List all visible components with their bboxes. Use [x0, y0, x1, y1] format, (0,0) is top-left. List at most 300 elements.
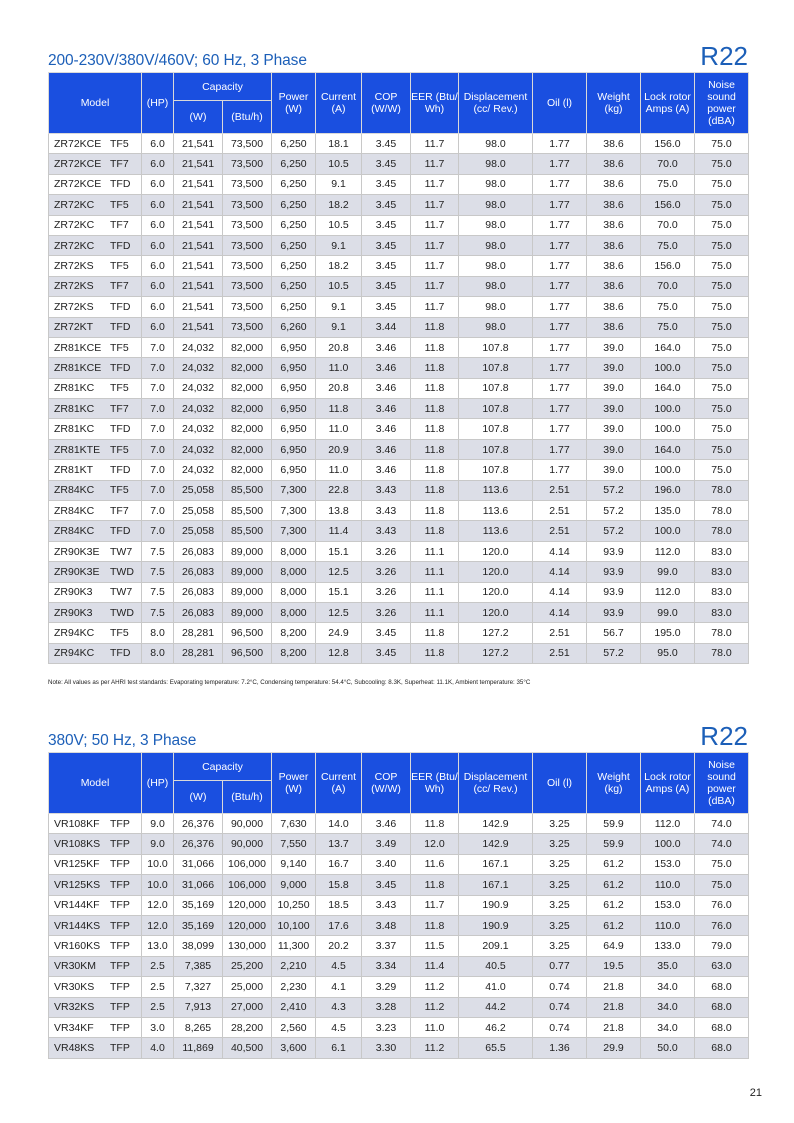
model-suffix: TF5 — [110, 260, 129, 273]
th-capacity-btu: (Btu/h) — [223, 101, 272, 134]
noise-cell: 76.0 — [695, 915, 749, 935]
cop-cell: 3.43 — [362, 480, 411, 500]
hp-cell: 6.0 — [142, 235, 174, 255]
oil-cell: 1.77 — [533, 460, 587, 480]
table-row — [49, 895, 749, 915]
cop-cell: 3.46 — [362, 378, 411, 398]
capacity-btu-cell: 85,500 — [223, 521, 272, 541]
model-cell — [49, 399, 142, 419]
hp-cell: 7.0 — [142, 419, 174, 439]
power-cell: 8,000 — [272, 562, 316, 582]
table-row — [49, 501, 749, 521]
noise-cell: 75.0 — [695, 378, 749, 398]
table-row — [49, 875, 749, 895]
eer-cell: 11.7 — [411, 256, 459, 276]
model-cell — [49, 1038, 142, 1058]
hp-cell: 4.0 — [142, 1038, 174, 1058]
eer-cell: 11.8 — [411, 399, 459, 419]
capacity-btu-cell: 73,500 — [223, 297, 272, 317]
weight-cell: 38.6 — [587, 297, 641, 317]
hp-cell: 7.0 — [142, 521, 174, 541]
noise-cell: 78.0 — [695, 480, 749, 500]
capacity-w-cell: 21,541 — [174, 235, 223, 255]
th-capacity: Capacity — [174, 753, 272, 781]
eer-cell: 11.7 — [411, 134, 459, 154]
noise-cell: 75.0 — [695, 215, 749, 235]
displacement-cell: 98.0 — [459, 195, 533, 215]
oil-cell: 3.25 — [533, 814, 587, 834]
cop-cell: 3.29 — [362, 977, 411, 997]
weight-cell: 61.2 — [587, 915, 641, 935]
noise-cell: 68.0 — [695, 1017, 749, 1037]
model-cell — [49, 358, 142, 378]
oil-cell: 2.51 — [533, 623, 587, 643]
lock-rotor-cell: 156.0 — [641, 195, 695, 215]
current-cell: 10.5 — [316, 215, 362, 235]
cop-cell: 3.45 — [362, 174, 411, 194]
model-cell — [49, 643, 142, 663]
displacement-cell: 98.0 — [459, 317, 533, 337]
oil-cell: 2.51 — [533, 501, 587, 521]
weight-cell: 38.6 — [587, 154, 641, 174]
current-cell: 4.1 — [316, 977, 362, 997]
table1 — [48, 72, 749, 664]
model-code: ZR81KC — [54, 423, 95, 436]
current-cell: 9.1 — [316, 235, 362, 255]
model-cell — [49, 378, 142, 398]
oil-cell: 1.77 — [533, 419, 587, 439]
model-cell — [49, 154, 142, 174]
oil-cell: 2.51 — [533, 643, 587, 663]
current-cell: 18.2 — [316, 195, 362, 215]
table2-section — [48, 721, 748, 1059]
model-code: ZR81KCE — [54, 341, 102, 354]
displacement-cell: 98.0 — [459, 215, 533, 235]
displacement-cell: 98.0 — [459, 276, 533, 296]
power-cell: 10,250 — [272, 895, 316, 915]
power-cell: 8,200 — [272, 643, 316, 663]
capacity-w-cell: 21,541 — [174, 297, 223, 317]
current-cell: 17.6 — [316, 915, 362, 935]
capacity-w-cell: 8,265 — [174, 1017, 223, 1037]
noise-cell: 75.0 — [695, 460, 749, 480]
power-cell: 6,250 — [272, 154, 316, 174]
current-cell: 20.8 — [316, 378, 362, 398]
capacity-w-cell: 21,541 — [174, 215, 223, 235]
eer-cell: 11.2 — [411, 977, 459, 997]
weight-cell: 93.9 — [587, 562, 641, 582]
power-cell: 6,250 — [272, 174, 316, 194]
noise-cell: 78.0 — [695, 623, 749, 643]
eer-cell: 11.1 — [411, 562, 459, 582]
displacement-cell: 120.0 — [459, 602, 533, 622]
model-suffix: TF5 — [110, 341, 129, 354]
table-row — [49, 297, 749, 317]
current-cell: 18.2 — [316, 256, 362, 276]
table1-header — [48, 41, 748, 71]
displacement-cell: 98.0 — [459, 297, 533, 317]
table2-refrigerant: R22 — [700, 721, 748, 751]
weight-cell: 39.0 — [587, 358, 641, 378]
model-cell — [49, 602, 142, 622]
capacity-w-cell: 24,032 — [174, 439, 223, 459]
th-capacity-w: (W) — [174, 781, 223, 814]
model-code: ZR81KCE — [54, 361, 102, 374]
lock-rotor-cell: 70.0 — [641, 276, 695, 296]
cop-cell: 3.48 — [362, 915, 411, 935]
capacity-btu-cell: 89,000 — [223, 582, 272, 602]
lock-rotor-cell: 100.0 — [641, 419, 695, 439]
power-cell: 6,950 — [272, 358, 316, 378]
weight-cell: 38.6 — [587, 215, 641, 235]
eer-cell: 11.4 — [411, 956, 459, 976]
table-row — [49, 195, 749, 215]
weight-cell: 38.6 — [587, 174, 641, 194]
th-eer: EER (Btu/ Wh) — [411, 73, 459, 134]
cop-cell: 3.45 — [362, 134, 411, 154]
noise-cell: 75.0 — [695, 875, 749, 895]
noise-cell: 74.0 — [695, 834, 749, 854]
current-cell: 10.5 — [316, 154, 362, 174]
power-cell: 6,250 — [272, 235, 316, 255]
th-hp: (HP) — [142, 753, 174, 814]
displacement-cell: 209.1 — [459, 936, 533, 956]
cop-cell: 3.34 — [362, 956, 411, 976]
weight-cell: 38.6 — [587, 134, 641, 154]
table2-head — [49, 753, 749, 814]
weight-cell: 57.2 — [587, 501, 641, 521]
cop-cell: 3.45 — [362, 297, 411, 317]
model-suffix: TF7 — [110, 219, 129, 232]
lock-rotor-cell: 153.0 — [641, 854, 695, 874]
current-cell: 11.4 — [316, 521, 362, 541]
hp-cell: 12.0 — [142, 895, 174, 915]
lock-rotor-cell: 100.0 — [641, 399, 695, 419]
table1-title: 200-230V/380V/460V; 60 Hz, 3 Phase — [48, 52, 307, 69]
hp-cell: 13.0 — [142, 936, 174, 956]
capacity-w-cell: 21,541 — [174, 134, 223, 154]
th-cop: COP (W/W) — [362, 73, 411, 134]
displacement-cell: 127.2 — [459, 623, 533, 643]
displacement-cell: 107.8 — [459, 439, 533, 459]
noise-cell: 75.0 — [695, 154, 749, 174]
capacity-btu-cell: 120,000 — [223, 915, 272, 935]
noise-cell: 76.0 — [695, 895, 749, 915]
power-cell: 8,000 — [272, 602, 316, 622]
eer-cell: 11.8 — [411, 814, 459, 834]
power-cell: 7,630 — [272, 814, 316, 834]
capacity-btu-cell: 82,000 — [223, 439, 272, 459]
table-row — [49, 854, 749, 874]
model-code: VR32KS — [54, 1001, 95, 1014]
table-row — [49, 215, 749, 235]
model-code: ZR72KS — [54, 280, 94, 293]
hp-cell: 7.0 — [142, 501, 174, 521]
model-suffix: TFD — [110, 647, 131, 660]
displacement-cell: 44.2 — [459, 997, 533, 1017]
noise-cell: 74.0 — [695, 814, 749, 834]
oil-cell: 1.77 — [533, 195, 587, 215]
table-row — [49, 399, 749, 419]
th-power: Power (W) — [272, 73, 316, 134]
table-row — [49, 977, 749, 997]
power-cell: 6,950 — [272, 399, 316, 419]
eer-cell: 11.7 — [411, 235, 459, 255]
model-code: ZR84KC — [54, 525, 95, 538]
capacity-btu-cell: 85,500 — [223, 480, 272, 500]
model-suffix: TFD — [110, 239, 131, 252]
capacity-w-cell: 24,032 — [174, 419, 223, 439]
model-code: ZR72KT — [54, 321, 94, 334]
displacement-cell: 46.2 — [459, 1017, 533, 1037]
th-displacement: Displacement (cc/ Rev.) — [459, 753, 533, 814]
noise-cell: 78.0 — [695, 501, 749, 521]
power-cell: 3,600 — [272, 1038, 316, 1058]
cop-cell: 3.45 — [362, 256, 411, 276]
power-cell: 2,410 — [272, 997, 316, 1017]
eer-cell: 11.8 — [411, 875, 459, 895]
noise-cell: 78.0 — [695, 643, 749, 663]
hp-cell: 7.5 — [142, 562, 174, 582]
hp-cell: 7.5 — [142, 582, 174, 602]
hp-cell: 3.0 — [142, 1017, 174, 1037]
capacity-btu-cell: 73,500 — [223, 134, 272, 154]
power-cell: 6,250 — [272, 276, 316, 296]
model-cell — [49, 439, 142, 459]
th-lock-rotor: Lock rotor Amps (A) — [641, 73, 695, 134]
noise-cell: 83.0 — [695, 562, 749, 582]
th-hp: (HP) — [142, 73, 174, 134]
lock-rotor-cell: 75.0 — [641, 297, 695, 317]
cop-cell: 3.43 — [362, 895, 411, 915]
table-row — [49, 1038, 749, 1058]
capacity-w-cell: 24,032 — [174, 399, 223, 419]
table-row — [49, 358, 749, 378]
oil-cell: 1.77 — [533, 256, 587, 276]
capacity-btu-cell: 25,000 — [223, 977, 272, 997]
eer-cell: 11.1 — [411, 582, 459, 602]
current-cell: 12.5 — [316, 562, 362, 582]
model-cell — [49, 174, 142, 194]
cop-cell: 3.45 — [362, 623, 411, 643]
capacity-w-cell: 21,541 — [174, 276, 223, 296]
capacity-w-cell: 35,169 — [174, 915, 223, 935]
table-row — [49, 562, 749, 582]
th-capacity-w: (W) — [174, 101, 223, 134]
current-cell: 16.7 — [316, 854, 362, 874]
model-code: VR144KF — [54, 899, 100, 912]
displacement-cell: 120.0 — [459, 562, 533, 582]
th-current: Current (A) — [316, 73, 362, 134]
oil-cell: 4.14 — [533, 582, 587, 602]
model-code: VR30KM — [54, 960, 97, 973]
model-suffix: TFD — [110, 178, 131, 191]
model-code: ZR72KS — [54, 300, 94, 313]
cop-cell: 3.26 — [362, 541, 411, 561]
lock-rotor-cell: 112.0 — [641, 541, 695, 561]
noise-cell: 75.0 — [695, 276, 749, 296]
displacement-cell: 41.0 — [459, 977, 533, 997]
model-code: ZR81KT — [54, 463, 94, 476]
model-code: VR48KS — [54, 1041, 95, 1054]
weight-cell: 19.5 — [587, 956, 641, 976]
capacity-w-cell: 21,541 — [174, 174, 223, 194]
noise-cell: 78.0 — [695, 521, 749, 541]
oil-cell: 3.25 — [533, 875, 587, 895]
cop-cell: 3.44 — [362, 317, 411, 337]
cop-cell: 3.37 — [362, 936, 411, 956]
hp-cell: 7.0 — [142, 460, 174, 480]
model-cell — [49, 541, 142, 561]
oil-cell: 0.74 — [533, 977, 587, 997]
displacement-cell: 107.8 — [459, 378, 533, 398]
th-weight: Weight (kg) — [587, 753, 641, 814]
power-cell: 8,000 — [272, 541, 316, 561]
table1-head — [49, 73, 749, 134]
capacity-w-cell: 25,058 — [174, 480, 223, 500]
lock-rotor-cell: 110.0 — [641, 915, 695, 935]
current-cell: 9.1 — [316, 317, 362, 337]
power-cell: 6,950 — [272, 337, 316, 357]
cop-cell: 3.45 — [362, 643, 411, 663]
hp-cell: 6.0 — [142, 134, 174, 154]
capacity-btu-cell: 73,500 — [223, 256, 272, 276]
noise-cell: 68.0 — [695, 997, 749, 1017]
model-suffix: TF5 — [110, 627, 129, 640]
cop-cell: 3.49 — [362, 834, 411, 854]
capacity-btu-cell: 106,000 — [223, 854, 272, 874]
lock-rotor-cell: 153.0 — [641, 895, 695, 915]
hp-cell: 6.0 — [142, 215, 174, 235]
cop-cell: 3.28 — [362, 997, 411, 1017]
lock-rotor-cell: 195.0 — [641, 623, 695, 643]
capacity-btu-cell: 73,500 — [223, 174, 272, 194]
model-cell — [49, 875, 142, 895]
hp-cell: 7.0 — [142, 399, 174, 419]
capacity-w-cell: 11,869 — [174, 1038, 223, 1058]
power-cell: 6,250 — [272, 297, 316, 317]
cop-cell: 3.40 — [362, 854, 411, 874]
displacement-cell: 113.6 — [459, 521, 533, 541]
table2-body — [49, 814, 749, 1059]
cop-cell: 3.45 — [362, 215, 411, 235]
lock-rotor-cell: 156.0 — [641, 256, 695, 276]
lock-rotor-cell: 164.0 — [641, 439, 695, 459]
th-noise: Noise sound power (dBA) — [695, 73, 749, 134]
model-code: ZR84KC — [54, 504, 95, 517]
lock-rotor-cell: 95.0 — [641, 643, 695, 663]
weight-cell: 93.9 — [587, 602, 641, 622]
power-cell: 9,140 — [272, 854, 316, 874]
table-row — [49, 337, 749, 357]
current-cell: 13.8 — [316, 501, 362, 521]
lock-rotor-cell: 99.0 — [641, 602, 695, 622]
model-cell — [49, 977, 142, 997]
th-lock-rotor: Lock rotor Amps (A) — [641, 753, 695, 814]
cop-cell: 3.26 — [362, 602, 411, 622]
model-cell — [49, 997, 142, 1017]
lock-rotor-cell: 112.0 — [641, 582, 695, 602]
displacement-cell: 120.0 — [459, 582, 533, 602]
table-row — [49, 134, 749, 154]
th-model: Model — [49, 753, 142, 814]
capacity-w-cell: 24,032 — [174, 378, 223, 398]
hp-cell: 7.5 — [142, 602, 174, 622]
capacity-btu-cell: 96,500 — [223, 623, 272, 643]
oil-cell: 1.77 — [533, 154, 587, 174]
noise-cell: 79.0 — [695, 936, 749, 956]
model-code: ZR81KC — [54, 402, 95, 415]
model-cell — [49, 814, 142, 834]
model-cell — [49, 337, 142, 357]
model-suffix: TFP — [110, 940, 130, 953]
cop-cell: 3.30 — [362, 1038, 411, 1058]
model-suffix: TFD — [110, 321, 131, 334]
weight-cell: 61.2 — [587, 854, 641, 874]
th-weight: Weight (kg) — [587, 73, 641, 134]
model-suffix: TF5 — [110, 443, 129, 456]
power-cell: 7,550 — [272, 834, 316, 854]
capacity-w-cell: 28,281 — [174, 643, 223, 663]
lock-rotor-cell: 112.0 — [641, 814, 695, 834]
eer-cell: 11.7 — [411, 215, 459, 235]
hp-cell: 9.0 — [142, 834, 174, 854]
model-suffix: TFD — [110, 361, 131, 374]
capacity-btu-cell: 96,500 — [223, 643, 272, 663]
model-cell — [49, 317, 142, 337]
displacement-cell: 142.9 — [459, 834, 533, 854]
capacity-btu-cell: 73,500 — [223, 195, 272, 215]
current-cell: 4.5 — [316, 1017, 362, 1037]
hp-cell: 6.0 — [142, 174, 174, 194]
displacement-cell: 113.6 — [459, 501, 533, 521]
hp-cell: 2.5 — [142, 977, 174, 997]
model-cell — [49, 1017, 142, 1037]
capacity-w-cell: 7,913 — [174, 997, 223, 1017]
model-code: ZR72KS — [54, 260, 94, 273]
noise-cell: 75.0 — [695, 337, 749, 357]
table-row — [49, 317, 749, 337]
table-row — [49, 541, 749, 561]
model-code: ZR81KTE — [54, 443, 101, 456]
displacement-cell: 98.0 — [459, 256, 533, 276]
current-cell: 20.2 — [316, 936, 362, 956]
displacement-cell: 107.8 — [459, 358, 533, 378]
eer-cell: 11.8 — [411, 317, 459, 337]
hp-cell: 7.0 — [142, 358, 174, 378]
eer-cell: 11.8 — [411, 419, 459, 439]
table-row — [49, 643, 749, 663]
capacity-w-cell: 7,385 — [174, 956, 223, 976]
oil-cell: 1.77 — [533, 134, 587, 154]
weight-cell: 59.9 — [587, 834, 641, 854]
model-cell — [49, 915, 142, 935]
eer-cell: 11.7 — [411, 895, 459, 915]
hp-cell: 10.0 — [142, 854, 174, 874]
oil-cell: 1.77 — [533, 378, 587, 398]
oil-cell: 0.74 — [533, 1017, 587, 1037]
capacity-w-cell: 26,376 — [174, 834, 223, 854]
weight-cell: 39.0 — [587, 439, 641, 459]
table-row — [49, 997, 749, 1017]
eer-cell: 11.6 — [411, 854, 459, 874]
model-suffix: TWD — [110, 565, 134, 578]
eer-cell: 11.8 — [411, 358, 459, 378]
oil-cell: 3.25 — [533, 854, 587, 874]
weight-cell: 56.7 — [587, 623, 641, 643]
lock-rotor-cell: 164.0 — [641, 378, 695, 398]
capacity-btu-cell: 40,500 — [223, 1038, 272, 1058]
